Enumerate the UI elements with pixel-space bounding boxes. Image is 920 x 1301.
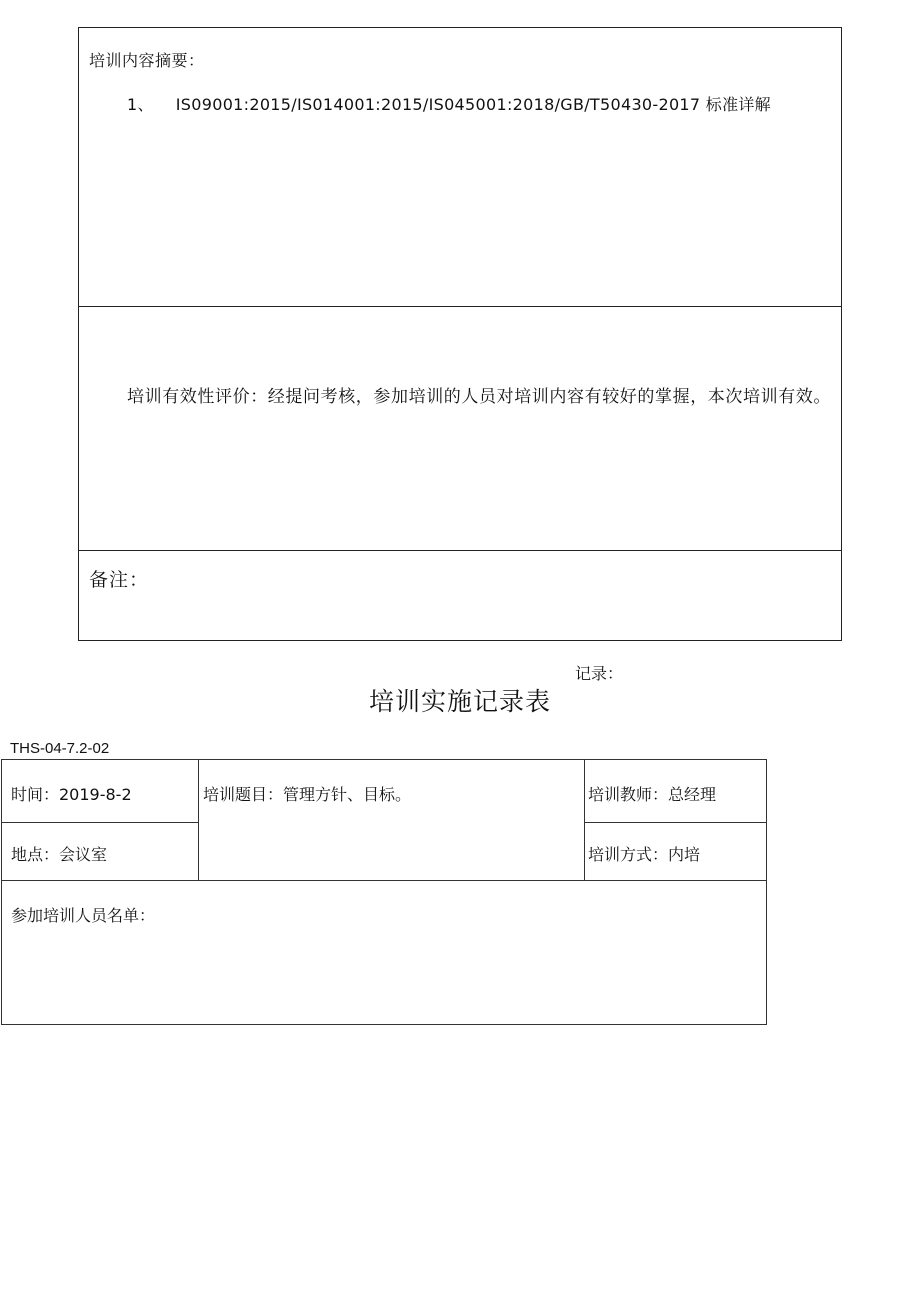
teacher-cell [585, 760, 766, 823]
remark-label: 备注： [89, 569, 150, 591]
form-title: 培训实施记录表 [368, 687, 551, 716]
training-implementation-table [1, 759, 767, 1025]
time-text: 时间：2019-8-2 [11, 785, 132, 804]
topic-cell [199, 760, 585, 881]
mode-cell [585, 823, 766, 881]
remark-section [79, 551, 841, 639]
training-record-box [78, 27, 842, 641]
training-summary-item [127, 92, 771, 115]
place-text: 地点：会议室 [11, 845, 108, 864]
mode-text: 培训方式：内培 [588, 845, 701, 864]
topic-text: 培训题目：管理方针、目标。 [203, 785, 412, 804]
training-summary-title: 培训内容摘要： [89, 51, 205, 70]
summary-item-text: IS09001:2015/IS014001:2015/IS045001:2018/GB/T50430-2017 标准详解 [175, 95, 771, 114]
evaluation-text: 培训有效性评价：经提问考核，参加培训的人员对培训内容有较好的掌握，本次培训有效。 [127, 387, 831, 407]
training-summary-section [79, 28, 841, 307]
form-code: THS-04-7.2-02 [10, 740, 110, 757]
attendees-label: 参加培训人员名单： [11, 906, 156, 925]
attendees-cell [2, 881, 766, 1024]
record-label: 记录： [575, 664, 624, 683]
teacher-text: 培训教师：总经理 [588, 785, 717, 804]
place-cell [2, 823, 199, 881]
summary-item-number: 1、 [127, 95, 154, 114]
evaluation-section [79, 307, 841, 551]
time-cell [2, 760, 199, 823]
